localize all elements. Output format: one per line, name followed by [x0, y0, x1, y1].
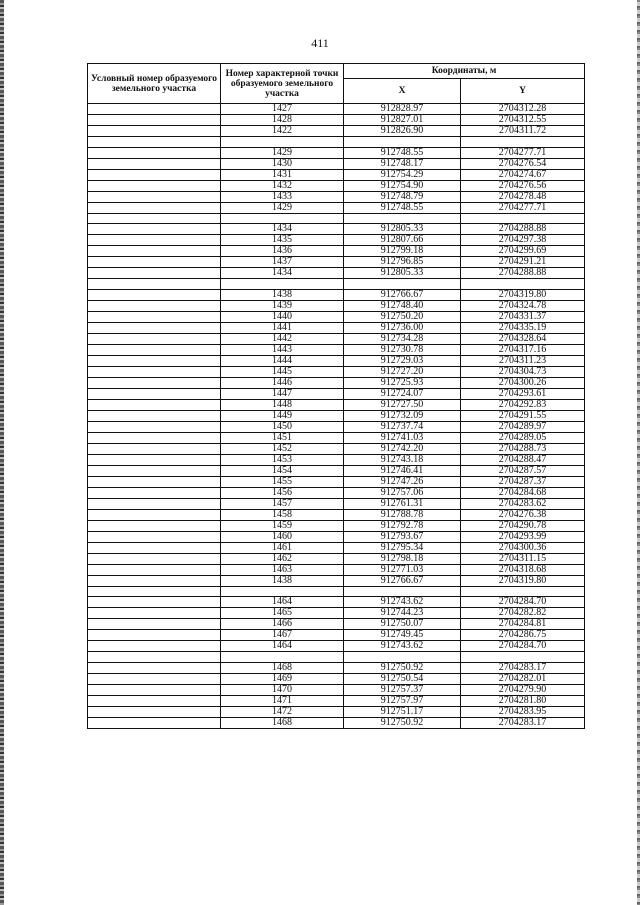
cell-y: 2704283.17: [461, 662, 585, 673]
cell-plot-number: [88, 202, 221, 213]
cell-plot-number: [88, 279, 221, 290]
cell-point-number: 1440: [221, 311, 344, 322]
table-row: [88, 619, 585, 630]
cell-y: 2704276.54: [461, 158, 585, 169]
table-row: [88, 147, 585, 158]
cell-point-number: 1469: [221, 673, 344, 684]
table-row: [88, 399, 585, 410]
cell-plot-number: [88, 608, 221, 619]
cell-y: 2704276.38: [461, 509, 585, 520]
cell-plot-number: [88, 377, 221, 388]
cell-x: 912793.67: [344, 531, 461, 542]
cell-point-number: 1442: [221, 333, 344, 344]
table-row: [88, 180, 585, 191]
cell-x: 912766.67: [344, 575, 461, 586]
cell-y: 2704299.69: [461, 246, 585, 257]
table-row: [88, 542, 585, 553]
cell-x: 912792.78: [344, 520, 461, 531]
header-y: Y: [461, 79, 585, 104]
cell-x: 912750.92: [344, 662, 461, 673]
cell-plot-number: [88, 597, 221, 608]
cell-y: 2704311.72: [461, 126, 585, 137]
cell-plot-number: [88, 224, 221, 235]
cell-y: 2704335.19: [461, 322, 585, 333]
cell-y: 2704312.28: [461, 104, 585, 115]
table-row: [88, 126, 585, 137]
table-row: [88, 575, 585, 586]
cell-y: 2704288.47: [461, 454, 585, 465]
cell-point-number: 1453: [221, 454, 344, 465]
cell-plot-number: [88, 322, 221, 333]
cell-x: 912757.97: [344, 695, 461, 706]
cell-x: 912795.34: [344, 542, 461, 553]
cell-point-number: 1437: [221, 257, 344, 268]
cell-y: 2704293.61: [461, 388, 585, 399]
table-row: [88, 202, 585, 213]
cell-y: [461, 279, 585, 290]
cell-plot-number: [88, 235, 221, 246]
cell-x: 912748.55: [344, 147, 461, 158]
cell-x: 912748.17: [344, 158, 461, 169]
cell-y: 2704331.37: [461, 311, 585, 322]
cell-x: 912727.50: [344, 399, 461, 410]
cell-point-number: 1439: [221, 300, 344, 311]
table-row: [88, 509, 585, 520]
cell-plot-number: [88, 355, 221, 366]
header-coordinates: Координаты, м: [344, 64, 585, 79]
table-row: [88, 289, 585, 300]
cell-point-number: [221, 137, 344, 148]
table-row: [88, 224, 585, 235]
cell-x: [344, 586, 461, 597]
cell-y: 2704312.55: [461, 115, 585, 126]
cell-point-number: 1448: [221, 399, 344, 410]
cell-plot-number: [88, 180, 221, 191]
table-row: [88, 300, 585, 311]
table-row: [88, 717, 585, 728]
table-row: [88, 695, 585, 706]
cell-x: 912724.07: [344, 388, 461, 399]
cell-y: 2704276.56: [461, 180, 585, 191]
cell-y: 2704286.75: [461, 630, 585, 641]
cell-plot-number: [88, 410, 221, 421]
table-row: [88, 388, 585, 399]
cell-plot-number: [88, 619, 221, 630]
cell-x: 912751.17: [344, 706, 461, 717]
cell-point-number: 1434: [221, 224, 344, 235]
cell-point-number: 1460: [221, 531, 344, 542]
cell-plot-number: [88, 520, 221, 531]
table-row: [88, 344, 585, 355]
cell-point-number: 1428: [221, 115, 344, 126]
cell-x: 912799.18: [344, 246, 461, 257]
cell-y: 2704284.70: [461, 597, 585, 608]
cell-point-number: 1434: [221, 268, 344, 279]
cell-point-number: 1432: [221, 180, 344, 191]
cell-plot-number: [88, 432, 221, 443]
cell-point-number: 1433: [221, 191, 344, 202]
table-row: [88, 553, 585, 564]
table-row: [88, 158, 585, 169]
cell-plot-number: [88, 575, 221, 586]
cell-x: 912743.18: [344, 454, 461, 465]
table-row: [88, 673, 585, 684]
cell-plot-number: [88, 388, 221, 399]
cell-plot-number: [88, 717, 221, 728]
scan-edge-left: [0, 0, 4, 905]
cell-y: 2704282.01: [461, 673, 585, 684]
cell-x: 912749.45: [344, 630, 461, 641]
cell-x: 912750.20: [344, 311, 461, 322]
cell-plot-number: [88, 553, 221, 564]
cell-plot-number: [88, 399, 221, 410]
cell-y: 2704282.82: [461, 608, 585, 619]
cell-x: 912827.01: [344, 115, 461, 126]
cell-point-number: 1451: [221, 432, 344, 443]
cell-point-number: 1447: [221, 388, 344, 399]
cell-y: 2704304.73: [461, 366, 585, 377]
cell-point-number: 1465: [221, 608, 344, 619]
cell-plot-number: [88, 268, 221, 279]
cell-point-number: 1468: [221, 662, 344, 673]
table-row: [88, 476, 585, 487]
cell-x: 912734.28: [344, 333, 461, 344]
cell-y: 2704317.16: [461, 344, 585, 355]
cell-point-number: 1468: [221, 717, 344, 728]
cell-plot-number: [88, 147, 221, 158]
cell-y: 2704283.95: [461, 706, 585, 717]
cell-plot-number: [88, 509, 221, 520]
cell-plot-number: [88, 684, 221, 695]
header-x: X: [344, 79, 461, 104]
cell-x: 912750.07: [344, 619, 461, 630]
table-row: [88, 520, 585, 531]
cell-plot-number: [88, 300, 221, 311]
cell-x: 912805.33: [344, 268, 461, 279]
cell-y: 2704300.26: [461, 377, 585, 388]
cell-plot-number: [88, 169, 221, 180]
cell-point-number: 1436: [221, 246, 344, 257]
cell-point-number: 1464: [221, 597, 344, 608]
table-row: [88, 115, 585, 126]
table-row: [88, 235, 585, 246]
cell-y: 2704297.38: [461, 235, 585, 246]
cell-y: 2704292.83: [461, 399, 585, 410]
cell-y: 2704281.80: [461, 695, 585, 706]
table-row: [88, 333, 585, 344]
cell-x: [344, 279, 461, 290]
cell-plot-number: [88, 158, 221, 169]
cell-y: 2704287.37: [461, 476, 585, 487]
cell-x: 912771.03: [344, 564, 461, 575]
cell-y: 2704277.71: [461, 147, 585, 158]
cell-y: 2704319.80: [461, 575, 585, 586]
table-row: [88, 311, 585, 322]
table-row: [88, 684, 585, 695]
cell-y: 2704288.73: [461, 443, 585, 454]
cell-y: 2704290.78: [461, 520, 585, 531]
cell-x: 912828.97: [344, 104, 461, 115]
cell-y: 2704284.68: [461, 487, 585, 498]
cell-point-number: 1435: [221, 235, 344, 246]
cell-plot-number: [88, 662, 221, 673]
cell-y: 2704288.88: [461, 224, 585, 235]
cell-point-number: 1454: [221, 465, 344, 476]
table-row: [88, 652, 585, 663]
cell-plot-number: [88, 104, 221, 115]
cell-point-number: 1458: [221, 509, 344, 520]
table-row: [88, 366, 585, 377]
cell-x: 912737.74: [344, 421, 461, 432]
cell-plot-number: [88, 641, 221, 652]
cell-plot-number: [88, 115, 221, 126]
cell-x: 912805.33: [344, 224, 461, 235]
cell-plot-number: [88, 246, 221, 257]
cell-point-number: 1443: [221, 344, 344, 355]
cell-plot-number: [88, 564, 221, 575]
cell-y: 2704279.90: [461, 684, 585, 695]
cell-plot-number: [88, 137, 221, 148]
table-row: [88, 169, 585, 180]
cell-x: 912743.62: [344, 641, 461, 652]
cell-x: [344, 652, 461, 663]
cell-plot-number: [88, 476, 221, 487]
table-row: [88, 498, 585, 509]
cell-x: 912807.66: [344, 235, 461, 246]
table-row: [88, 268, 585, 279]
cell-point-number: 1444: [221, 355, 344, 366]
cell-y: 2704277.71: [461, 202, 585, 213]
cell-y: 2704311.23: [461, 355, 585, 366]
cell-y: [461, 652, 585, 663]
header-plot-number: Условный номер образуемого земельного участка: [88, 64, 221, 104]
table-row: [88, 355, 585, 366]
cell-point-number: 1450: [221, 421, 344, 432]
cell-x: 912826.90: [344, 126, 461, 137]
cell-y: 2704289.97: [461, 421, 585, 432]
cell-x: 912727.20: [344, 366, 461, 377]
table-row: [88, 531, 585, 542]
cell-y: [461, 137, 585, 148]
cell-point-number: 1438: [221, 575, 344, 586]
cell-point-number: [221, 279, 344, 290]
cell-plot-number: [88, 257, 221, 268]
cell-plot-number: [88, 311, 221, 322]
cell-point-number: 1456: [221, 487, 344, 498]
cell-point-number: 1457: [221, 498, 344, 509]
table-row: [88, 279, 585, 290]
table-row: [88, 487, 585, 498]
cell-x: 912766.67: [344, 289, 461, 300]
cell-y: 2704289.05: [461, 432, 585, 443]
cell-plot-number: [88, 344, 221, 355]
cell-x: 912748.40: [344, 300, 461, 311]
cell-point-number: [221, 652, 344, 663]
cell-y: 2704293.99: [461, 531, 585, 542]
cell-point-number: 1438: [221, 289, 344, 300]
cell-x: 912747.26: [344, 476, 461, 487]
cell-plot-number: [88, 531, 221, 542]
cell-x: 912788.78: [344, 509, 461, 520]
table-row: [88, 377, 585, 388]
cell-x: 912742.20: [344, 443, 461, 454]
cell-point-number: 1466: [221, 619, 344, 630]
cell-y: 2704283.62: [461, 498, 585, 509]
table-row: [88, 597, 585, 608]
table-row: [88, 421, 585, 432]
cell-plot-number: [88, 695, 221, 706]
cell-point-number: 1446: [221, 377, 344, 388]
cell-plot-number: [88, 366, 221, 377]
table-row: [88, 662, 585, 673]
header-point-number: Номер характерной точки образуемого земельного участка: [221, 64, 344, 104]
cell-x: 912743.62: [344, 597, 461, 608]
table-body: [88, 104, 585, 729]
cell-y: 2704324.78: [461, 300, 585, 311]
cell-x: [344, 213, 461, 224]
cell-y: 2704328.64: [461, 333, 585, 344]
cell-y: 2704284.81: [461, 619, 585, 630]
cell-point-number: 1429: [221, 202, 344, 213]
cell-point-number: 1472: [221, 706, 344, 717]
cell-x: 912736.00: [344, 322, 461, 333]
cell-point-number: 1445: [221, 366, 344, 377]
cell-point-number: 1470: [221, 684, 344, 695]
cell-plot-number: [88, 542, 221, 553]
cell-y: 2704291.21: [461, 257, 585, 268]
table-row: [88, 246, 585, 257]
cell-point-number: 1463: [221, 564, 344, 575]
table-row: [88, 191, 585, 202]
cell-plot-number: [88, 706, 221, 717]
cell-point-number: [221, 586, 344, 597]
cell-plot-number: [88, 652, 221, 663]
cell-plot-number: [88, 126, 221, 137]
table-row: [88, 432, 585, 443]
cell-plot-number: [88, 465, 221, 476]
cell-x: [344, 137, 461, 148]
cell-point-number: 1461: [221, 542, 344, 553]
cell-x: 912748.79: [344, 191, 461, 202]
cell-point-number: 1431: [221, 169, 344, 180]
cell-y: 2704274.67: [461, 169, 585, 180]
cell-x: 912757.06: [344, 487, 461, 498]
cell-y: 2704311.15: [461, 553, 585, 564]
cell-plot-number: [88, 454, 221, 465]
cell-y: 2704278.48: [461, 191, 585, 202]
cell-plot-number: [88, 191, 221, 202]
table-row: [88, 564, 585, 575]
cell-point-number: [221, 213, 344, 224]
cell-point-number: 1441: [221, 322, 344, 333]
table-row: [88, 630, 585, 641]
cell-x: 912725.93: [344, 377, 461, 388]
cell-x: 912754.29: [344, 169, 461, 180]
table-row: [88, 641, 585, 652]
cell-x: 912729.03: [344, 355, 461, 366]
table-row: [88, 257, 585, 268]
cell-x: 912761.31: [344, 498, 461, 509]
cell-x: 912746.41: [344, 465, 461, 476]
table-row: [88, 137, 585, 148]
cell-y: 2704318.68: [461, 564, 585, 575]
cell-point-number: 1422: [221, 126, 344, 137]
cell-x: 912754.90: [344, 180, 461, 191]
table-row: [88, 465, 585, 476]
coordinates-table: [87, 63, 585, 729]
cell-x: 912796.85: [344, 257, 461, 268]
cell-point-number: 1467: [221, 630, 344, 641]
table-row: [88, 454, 585, 465]
cell-point-number: 1471: [221, 695, 344, 706]
cell-x: 912741.03: [344, 432, 461, 443]
cell-point-number: 1452: [221, 443, 344, 454]
cell-x: 912748.55: [344, 202, 461, 213]
cell-x: 912744.23: [344, 608, 461, 619]
table-row: [88, 104, 585, 115]
cell-point-number: 1459: [221, 520, 344, 531]
cell-plot-number: [88, 443, 221, 454]
cell-x: 912732.09: [344, 410, 461, 421]
table-row: [88, 213, 585, 224]
cell-y: 2704288.88: [461, 268, 585, 279]
cell-plot-number: [88, 333, 221, 344]
cell-x: 912750.92: [344, 717, 461, 728]
page-number: 411: [311, 36, 329, 50]
table-row: [88, 586, 585, 597]
table-row: [88, 443, 585, 454]
cell-y: 2704291.55: [461, 410, 585, 421]
cell-plot-number: [88, 487, 221, 498]
table-row: [88, 706, 585, 717]
cell-point-number: 1429: [221, 147, 344, 158]
cell-y: 2704300.36: [461, 542, 585, 553]
cell-y: 2704287.57: [461, 465, 585, 476]
cell-point-number: 1455: [221, 476, 344, 487]
cell-x: 912798.18: [344, 553, 461, 564]
cell-point-number: 1449: [221, 410, 344, 421]
table-row: [88, 410, 585, 421]
cell-plot-number: [88, 213, 221, 224]
cell-y: 2704283.17: [461, 717, 585, 728]
cell-y: 2704319.80: [461, 289, 585, 300]
cell-y: [461, 586, 585, 597]
cell-point-number: 1430: [221, 158, 344, 169]
cell-plot-number: [88, 586, 221, 597]
cell-plot-number: [88, 673, 221, 684]
cell-x: 912757.37: [344, 684, 461, 695]
cell-plot-number: [88, 289, 221, 300]
cell-plot-number: [88, 630, 221, 641]
cell-point-number: 1462: [221, 553, 344, 564]
table-row: [88, 322, 585, 333]
cell-point-number: 1464: [221, 641, 344, 652]
cell-plot-number: [88, 421, 221, 432]
table-row: [88, 608, 585, 619]
cell-y: [461, 213, 585, 224]
cell-x: 912730.78: [344, 344, 461, 355]
cell-point-number: 1427: [221, 104, 344, 115]
cell-y: 2704284.70: [461, 641, 585, 652]
cell-x: 912750.54: [344, 673, 461, 684]
cell-plot-number: [88, 498, 221, 509]
